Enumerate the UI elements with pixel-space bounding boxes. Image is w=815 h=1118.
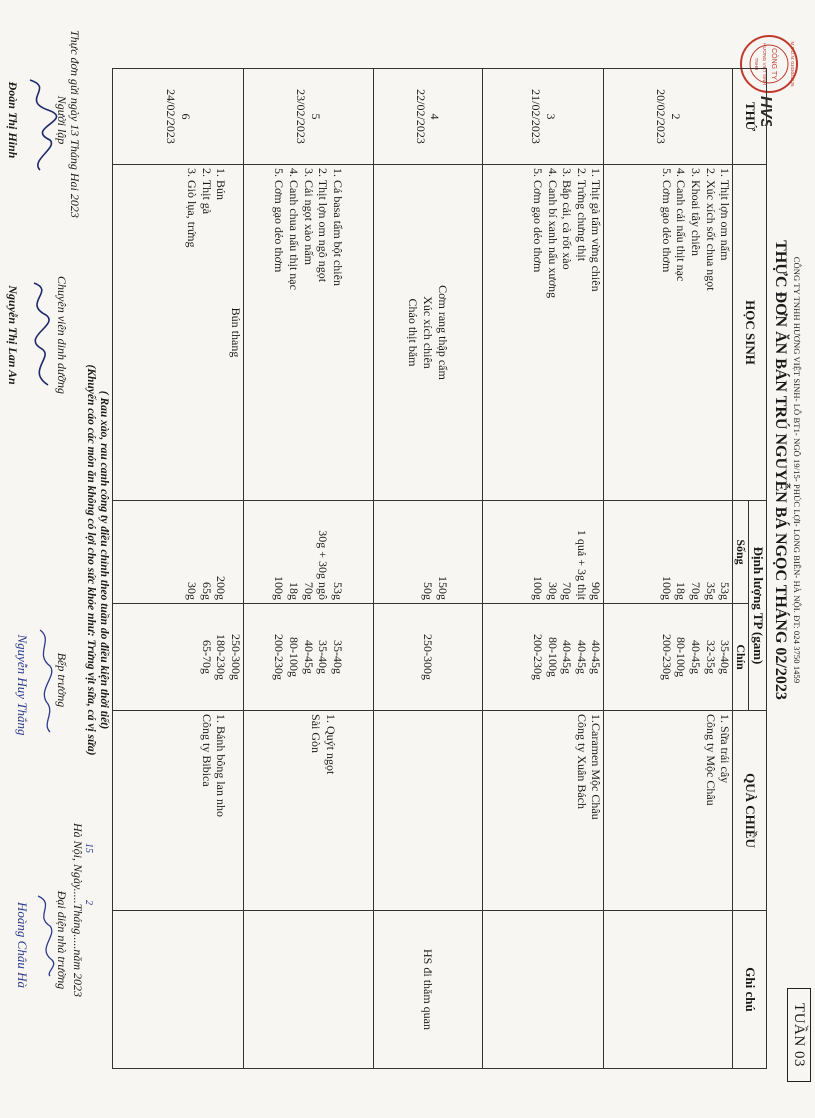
cooked-cell xyxy=(113,604,244,711)
dish-item: Cháo thịt băm xyxy=(406,298,421,367)
dish-cell xyxy=(482,165,604,501)
snack-item: 1. Bánh bông lan nho xyxy=(214,714,229,818)
footer-notes xyxy=(84,200,110,920)
table-row xyxy=(604,69,733,1069)
cooked-cell xyxy=(373,604,482,711)
signer-name-4: Hoàng Châu Hà xyxy=(15,902,30,988)
dish-item: 3. Cải ngọt xào nấm xyxy=(301,168,316,265)
header-student: HỌC SINH xyxy=(733,165,767,501)
cooked-value: 40-45g xyxy=(560,640,575,674)
signer-title-2: Chuyên viên dinh dưỡng xyxy=(55,276,69,394)
table-row xyxy=(373,69,482,1069)
stamp-ring-text: M.S.D.N: 0103041126 xyxy=(790,41,795,87)
raw-cell xyxy=(482,501,604,604)
snack-cell xyxy=(373,711,482,911)
raw-value: 53g xyxy=(718,582,733,600)
signer-title-3: Bếp trưởng xyxy=(55,652,69,708)
raw-value: 150g xyxy=(435,576,450,600)
dish-cell xyxy=(113,165,244,501)
raw-value: 18g xyxy=(287,582,302,600)
raw-cell xyxy=(243,501,373,604)
cooked-cell xyxy=(243,604,373,711)
raw-value xyxy=(228,504,243,600)
dish-item: 2. Thịt lợn om ngô ngọt xyxy=(316,168,331,283)
signer-name-2: Nguyễn Thị Lan An xyxy=(6,285,20,385)
raw-value: 50g xyxy=(421,582,436,600)
header-afternoon: QUÀ CHIỀU xyxy=(733,711,767,911)
logo-text: HVS xyxy=(757,96,774,126)
table-row xyxy=(243,69,373,1069)
cooked-cell xyxy=(482,604,604,711)
signature-3 xyxy=(30,620,60,740)
header-day: THỨ xyxy=(733,69,767,165)
note-cell xyxy=(604,911,733,1069)
snack-supplier: Sài Gòn xyxy=(308,714,323,754)
dish-item: 4. Canh bí xanh nấu xương xyxy=(545,168,560,299)
menu-table xyxy=(112,68,767,1069)
day-number: 3 xyxy=(543,113,558,120)
dish-item: 5. Cơm gạo dẻo thơm xyxy=(272,168,287,273)
dish-cell xyxy=(373,165,482,501)
snack-item: 1.Caramen Mộc Châu xyxy=(589,714,604,820)
day-date: 22/02/2023 xyxy=(413,89,428,144)
dish-item: 4. Canh cải nấu thịt nạc xyxy=(674,168,689,282)
week-badge: TUẦN 03 xyxy=(787,988,811,1082)
day-date: 20/02/2023 xyxy=(654,89,669,144)
cooked-value: 32-35g xyxy=(703,640,718,674)
cooked-value: 200-230g xyxy=(272,634,287,680)
note-cell xyxy=(243,911,373,1069)
raw-value: 53g xyxy=(330,582,345,600)
note-cell xyxy=(482,911,604,1069)
cooked-value: 180-230g xyxy=(214,634,229,680)
snack-cell xyxy=(604,711,733,911)
raw-cell xyxy=(373,501,482,604)
snack-supplier: Công ty Xuân Bách xyxy=(574,714,589,810)
raw-value: 30g xyxy=(545,582,560,600)
day-date: 24/02/2023 xyxy=(163,89,178,144)
snack-cell xyxy=(482,711,604,911)
raw-value: 65g xyxy=(199,582,214,600)
footer-note-warning: (Khuyến cáo các món ăn không có lợi cho sức khỏe như: Trứng vịt sữa, cá vị sữa) xyxy=(85,364,97,756)
raw-value: 100g xyxy=(272,576,287,600)
signing-month-handwritten: 2 xyxy=(83,900,94,905)
cooked-value: 80-100g xyxy=(287,637,302,677)
note-cell xyxy=(113,911,244,1069)
cooked-value: 80-100g xyxy=(674,637,689,677)
dish-item: 2. Thịt gà xyxy=(199,168,214,215)
snack-cell xyxy=(243,711,373,911)
raw-value: 90g xyxy=(589,582,604,600)
signature-2 xyxy=(18,275,60,395)
dish-item: 3. Bắp cải, cà rốt xào xyxy=(560,168,575,270)
cooked-value: 200-230g xyxy=(659,634,674,680)
cooked-value: 35-40g xyxy=(330,640,345,674)
cooked-value: 250-300g xyxy=(421,634,436,680)
raw-value: 70g xyxy=(301,582,316,600)
dish-item: 3. Giò lụa, trứng xyxy=(185,168,200,248)
snack-supplier: Công ty Bibica xyxy=(199,714,214,787)
dish-item: Cơm rang thập cẩm xyxy=(435,285,450,380)
raw-value: 200g xyxy=(214,576,229,600)
dish-item: 1. Cá basa tẩm bột chiên xyxy=(330,168,345,286)
dish-cell xyxy=(604,165,733,501)
raw-cell xyxy=(113,501,244,604)
stamp-company: HƯƠNG VIỆT SINH xyxy=(762,43,767,85)
day-cell xyxy=(482,69,604,165)
cooked-value: 200-230g xyxy=(530,634,545,680)
header-notes: Ghi chú xyxy=(733,911,767,1069)
day-cell xyxy=(243,69,373,165)
dish-item: 4. Canh chua nấu thịt nạc xyxy=(287,168,302,290)
sent-date: Thực đơn gửi ngày 13 Tháng Hai 2023 xyxy=(68,30,82,218)
header-cooked: Chín xyxy=(733,604,749,711)
signing-date xyxy=(70,730,85,1090)
header-amount: Định lượng TP (gam) xyxy=(749,501,767,711)
snack-cell xyxy=(113,711,244,911)
signature-1 xyxy=(18,70,60,180)
day-cell xyxy=(113,69,244,165)
day-date: 21/02/2023 xyxy=(529,89,544,144)
day-cell xyxy=(604,69,733,165)
note-cell: HS đi thăm quan xyxy=(373,911,482,1069)
dish-item: 3. Khoai tây chiên xyxy=(688,168,703,256)
dish-item: 5. Cơm gạo dẻo thơm xyxy=(530,168,545,273)
dish-item: 1. Thịt gà tẩm vừng chiên xyxy=(589,168,604,292)
dish-item: 1. Bún xyxy=(214,168,229,201)
raw-value: 70g xyxy=(688,582,703,600)
table-row xyxy=(113,69,244,1069)
raw-value: 30g xyxy=(185,582,200,600)
day-number: 6 xyxy=(178,113,193,120)
dish-item: Bún thang xyxy=(228,307,243,358)
signer-name-1: Đoàn Thị Hinh xyxy=(6,81,20,159)
signer-title-1: Người lập xyxy=(55,95,69,145)
raw-value: 70g xyxy=(560,582,575,600)
raw-value: 1 quả + 3g thịt xyxy=(574,529,589,600)
day-cell xyxy=(373,69,482,165)
signer-name-3: Nguyễn Huy Thắng xyxy=(15,634,30,736)
cooked-value: 40-45g xyxy=(589,640,604,674)
page-title: THỰC ĐƠN ĂN BÁN TRÚ NGUYỄN BÁ NGỌC THÁNG 02/2023 xyxy=(772,240,789,700)
cooked-value: 40-45g xyxy=(688,640,703,674)
raw-value: 100g xyxy=(659,576,674,600)
footer-note-weather: ( Rau xào, rau canh công ty điều chỉnh theo tuần do điều kiện thời tiết) xyxy=(98,390,110,730)
cooked-value: 80-100g xyxy=(545,637,560,677)
cooked-cell xyxy=(604,604,733,711)
raw-cell xyxy=(604,501,733,604)
dish-item: 2. Trứng chưng thịt xyxy=(574,168,589,262)
day-number: 5 xyxy=(308,113,323,120)
dish-item: 1. Thịt lợn om nấm xyxy=(718,168,733,261)
cooked-value: 40-45g xyxy=(301,640,316,674)
cooked-value: 35-40g xyxy=(316,640,331,674)
day-date: 23/02/2023 xyxy=(294,89,309,144)
stamp-bottom: TNHH xyxy=(754,57,759,71)
raw-value: 100g xyxy=(530,576,545,600)
signature-4 xyxy=(30,890,60,980)
cooked-value: 40-45g xyxy=(574,640,589,674)
snack-item: 1. Sữa trái cây xyxy=(718,714,733,784)
table-row xyxy=(482,69,604,1069)
header-raw: Sống xyxy=(733,501,749,604)
dish-item: 5. Cơm gạo dẻo thơm xyxy=(659,168,674,273)
cooked-value: 35-40g xyxy=(718,640,733,674)
company-info: CÔNG TY TNHH HƯƠNG VIỆT SINH- LÔ BT1- NGÕ 19/15- PHÚC LỢI- LONG BIÊN- HÀ NỘI. ĐT: 024 3750 1459 xyxy=(792,256,802,684)
raw-value: 18g xyxy=(674,582,689,600)
snack-supplier: Công ty Mộc Châu xyxy=(703,714,718,806)
day-number: 4 xyxy=(428,113,443,120)
cooked-value: 65-70g xyxy=(199,640,214,674)
dish-item: 2. Xúc xích sốt chua ngọt xyxy=(703,168,718,291)
raw-value: 35g xyxy=(703,582,718,600)
stamp-text: CÔNG TY xyxy=(770,48,777,80)
signer-title-4: Đại diện nhà trường xyxy=(55,890,69,990)
dish-item: Xúc xích chiên xyxy=(421,296,436,369)
signing-day-handwritten: 15 xyxy=(83,843,94,853)
day-number: 2 xyxy=(668,113,683,120)
header-row xyxy=(749,69,767,1069)
signing-date-text: Hà Nội, Ngày.....Tháng.....năm 2023 xyxy=(71,822,85,997)
snack-item: 1. Quýt ngọt xyxy=(323,714,338,775)
dish-cell xyxy=(243,165,373,501)
raw-value: 30g + 30g ngô xyxy=(316,530,331,600)
cooked-value: 250-300g xyxy=(228,634,243,680)
